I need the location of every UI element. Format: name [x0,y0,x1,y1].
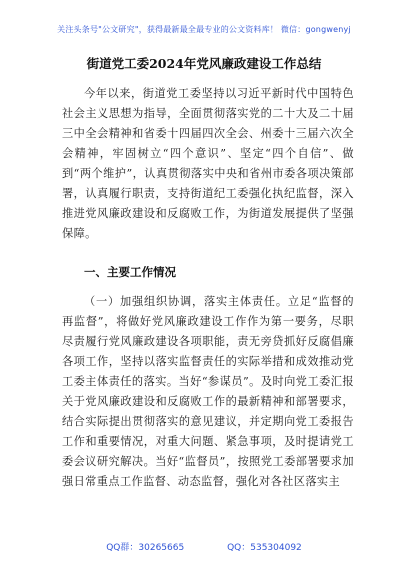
footer-qq-group: QQ群：30265665 [106,543,185,553]
footer-contact [0,540,408,553]
section-paragraph: （一）加强组织协调，落实主体责任。立足“监督的再监督”，将做好党风廉政建设工作作为第一要务，尽职尽责履行党风廉政建设各项职能，责无旁贷抓好反腐倡廉各项工作，坚持以落实监督责任的实际举措和成效推动党工委主体责任的落实。当好“参谋员”。及时向党工委汇报关于党风廉政建设和反腐败工作的最新精神和部署要求，结合实际提出贯彻落实的意见建议，并定期向党工委报告工作和重要情况，对重大问题、紧急事项，及时提请党工委会议研究解决。当好“监督员”，按照党工委部署要求加强日常重点工作监督、动态监督，强化对各社区落实主 [62,295,354,488]
intro-paragraph: 今年以来，街道党工委坚持以习近平新时代中国特色社会主义思想为指导，全面贯彻落实党的二十大及二十届三中全会精神和省委十四届四次全会、州委十三届六次全会精神，牢固树立“四个意识”、坚定“四个自信”、做到“两个维护”，认真贯彻落实中央和省州市委各项决策部署，认真履行职责，支持街道纪工委强化执纪监督，深入推进党风廉政建设和反腐败工作，为街道发展提供了坚强保障。 [62,87,354,240]
section-heading: 一、主要工作情况 [84,265,176,279]
document-title: 街道党工委2024年党风廉政建设工作总结 [86,56,322,71]
header-notice: 关注头条号"公文研究"，获得最新最全最专业的公文资料库！ 微信：gongwenyj [57,25,351,34]
footer-qq: QQ：535304092 [227,543,302,553]
